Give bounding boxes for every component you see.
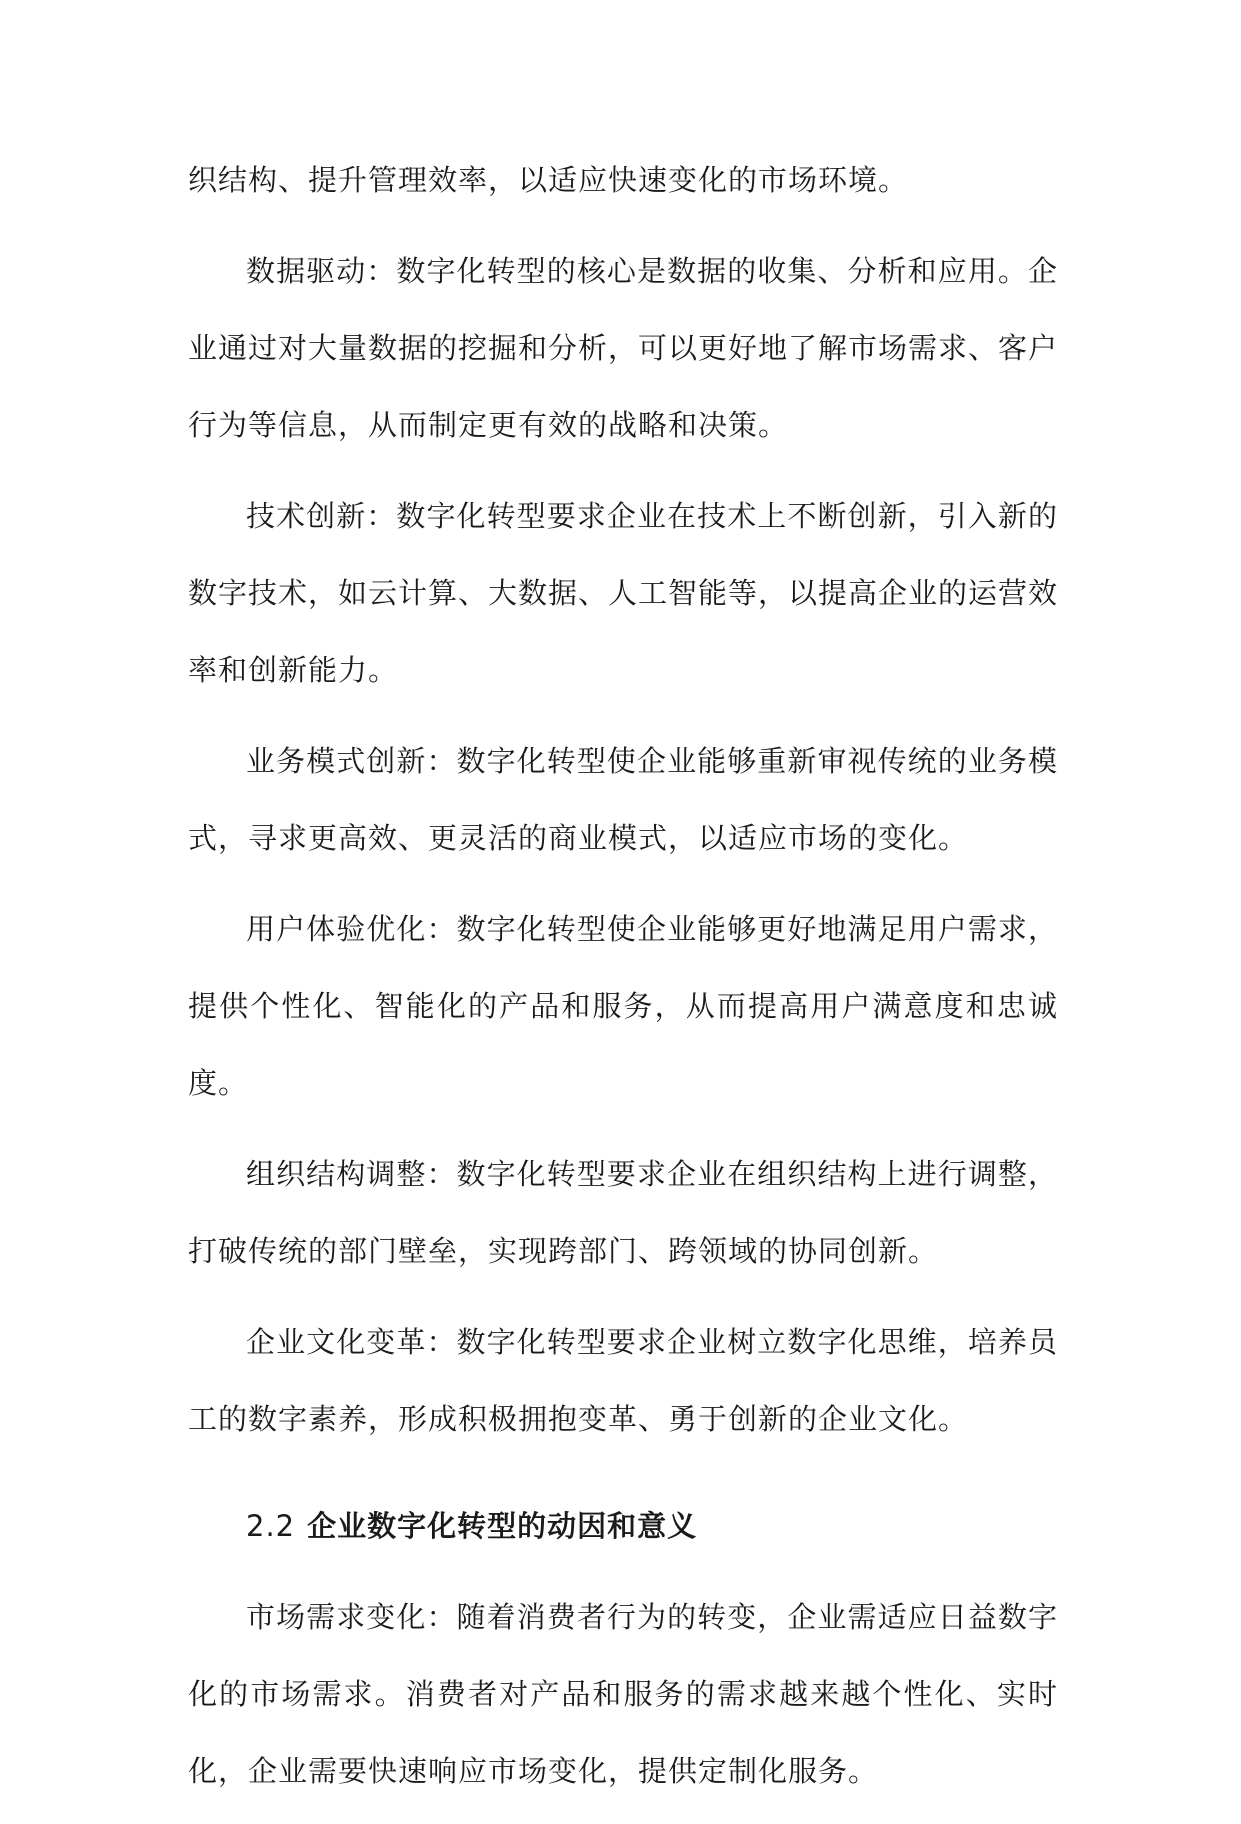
section-number: 2.2 (246, 1509, 296, 1543)
paragraph-corporate-culture: 企业文化变革：数字化转型要求企业树立数字化思维，培养员工的数字素养，形成积极拥抱变革、勇于创新的企业文化。 (188, 1325, 1058, 1436)
paragraph-org-structure: 组织结构调整：数字化转型要求企业在组织结构上进行调整，打破传统的部门壁垒，实现跨部门、跨领域的协同创新。 (188, 1157, 1058, 1268)
paragraph-data-driven: 数据驱动：数字化转型的核心是数据的收集、分析和应用。企业通过对大量数据的挖掘和分析，可以更好地了解市场需求、客户行为等信息，从而制定更有效的战略和决策。 (188, 254, 1059, 442)
section-title: 企业数字化转型的动因和意义 (307, 1509, 698, 1543)
paragraph-tech-innovation: 技术创新：数字化转型要求企业在技术上不断创新，引入新的数字技术，如云计算、大数据、人工智能等，以提高企业的运营效率和创新能力。 (188, 499, 1059, 687)
paragraph-user-experience: 用户体验优化：数字化转型使企业能够更好地满足用户需求，提供个性化、智能化的产品和服务，从而提高用户满意度和忠诚度。 (188, 912, 1058, 1100)
paragraph-business-model: 业务模式创新：数字化转型使企业能够重新审视传统的业务模式，寻求更高效、更灵活的商业模式，以适应市场的变化。 (188, 744, 1058, 855)
document-body (188, 142, 1058, 1824)
paragraph-market-demand: 市场需求变化：随着消费者行为的转变，企业需适应日益数字化的市场需求。消费者对产品和服务的需求越来越个性化、实时化，企业需要快速响应市场变化，提供定制化服务。 (188, 1600, 1058, 1788)
paragraph-continuation: 织结构、提升管理效率，以适应快速变化的市场环境。 (188, 163, 909, 197)
section-heading (188, 1488, 1058, 1565)
